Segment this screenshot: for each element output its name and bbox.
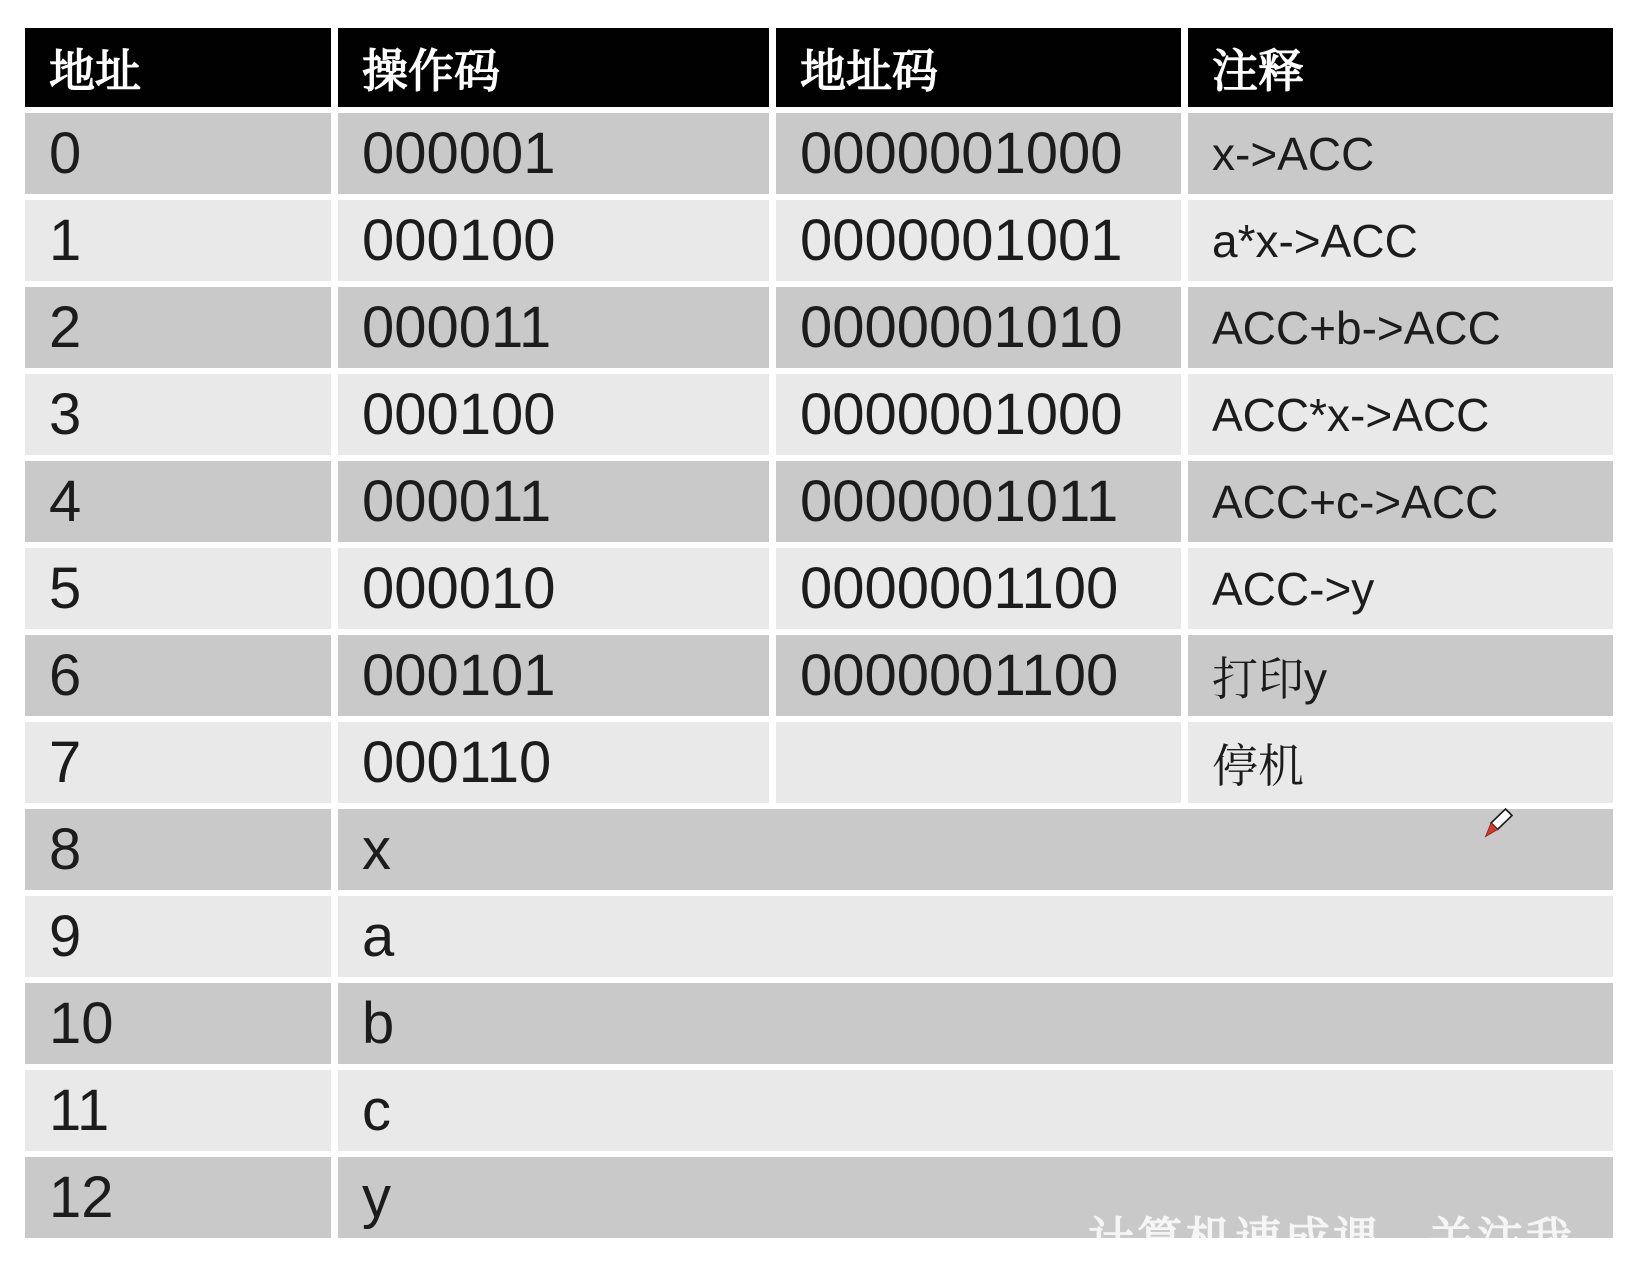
cell-address: 12 (25, 1157, 331, 1238)
cell-comment: ACC+b->ACC (1188, 287, 1613, 368)
cell-comment: a*x->ACC (1188, 200, 1613, 281)
cell-address: 11 (25, 1070, 331, 1151)
cell-comment: ACC*x->ACC (1188, 374, 1613, 455)
cell-address-code: 0000001100 (776, 548, 1181, 629)
cell-comment: ACC+c->ACC (1188, 461, 1613, 542)
cell-opcode: 000110 (338, 722, 769, 803)
cell-comment: x->ACC (1188, 113, 1613, 194)
cell-address: 0 (25, 113, 331, 194)
table-row (25, 1070, 1613, 1151)
cell-address: 6 (25, 635, 331, 716)
cell-data-label: b (338, 983, 1613, 1064)
cell-address: 5 (25, 548, 331, 629)
cell-address: 10 (25, 983, 331, 1064)
machine-code-table (25, 28, 1613, 1238)
cell-address-code: 0000001100 (776, 635, 1181, 716)
column-header-address-code: 地址码 (776, 28, 1181, 107)
cell-address-code: 0000001010 (776, 287, 1181, 368)
table-row (25, 722, 1613, 803)
table-row (25, 896, 1613, 977)
table-row (25, 1157, 1613, 1238)
table-row (25, 809, 1613, 890)
cell-address: 1 (25, 200, 331, 281)
cell-opcode: 000100 (338, 374, 769, 455)
cell-opcode: 000100 (338, 200, 769, 281)
cell-opcode: 000001 (338, 113, 769, 194)
cell-address: 7 (25, 722, 331, 803)
column-header-opcode: 操作码 (338, 28, 769, 107)
table-row (25, 548, 1613, 629)
cell-address-code: 0000001001 (776, 200, 1181, 281)
cell-address: 9 (25, 896, 331, 977)
cell-address: 4 (25, 461, 331, 542)
cell-address: 3 (25, 374, 331, 455)
table-row (25, 374, 1613, 455)
column-header-address: 地址 (25, 28, 331, 107)
cell-address-code: 0000001000 (776, 113, 1181, 194)
pen-cursor-icon (1484, 808, 1514, 840)
watermark-text-right: 关注我 (1428, 1213, 1575, 1265)
cell-comment: 打印y (1188, 635, 1613, 716)
cell-data-label: x (338, 809, 1613, 890)
cell-data-label: a (338, 896, 1613, 977)
cell-address-code: 0000001000 (776, 374, 1181, 455)
table-row (25, 200, 1613, 281)
cell-comment: 停机 (1188, 722, 1613, 803)
cell-address: 2 (25, 287, 331, 368)
cell-address: 8 (25, 809, 331, 890)
cell-address-code (776, 722, 1181, 803)
table-row (25, 287, 1613, 368)
table-header-row (25, 28, 1613, 107)
cell-opcode: 000101 (338, 635, 769, 716)
cell-data-label: c (338, 1070, 1613, 1151)
table-row (25, 113, 1613, 194)
cell-opcode: 000011 (338, 287, 769, 368)
table-row (25, 635, 1613, 716)
cell-opcode: 000010 (338, 548, 769, 629)
watermark-text-left: 计算机速成课 (1088, 1213, 1382, 1265)
table-row (25, 983, 1613, 1064)
cell-address-code: 0000001011 (776, 461, 1181, 542)
cell-data-label: y (338, 1157, 1613, 1238)
table-row (25, 461, 1613, 542)
cell-opcode: 000011 (338, 461, 769, 542)
cell-comment: ACC->y (1188, 548, 1613, 629)
column-header-comment: 注释 (1188, 28, 1613, 107)
